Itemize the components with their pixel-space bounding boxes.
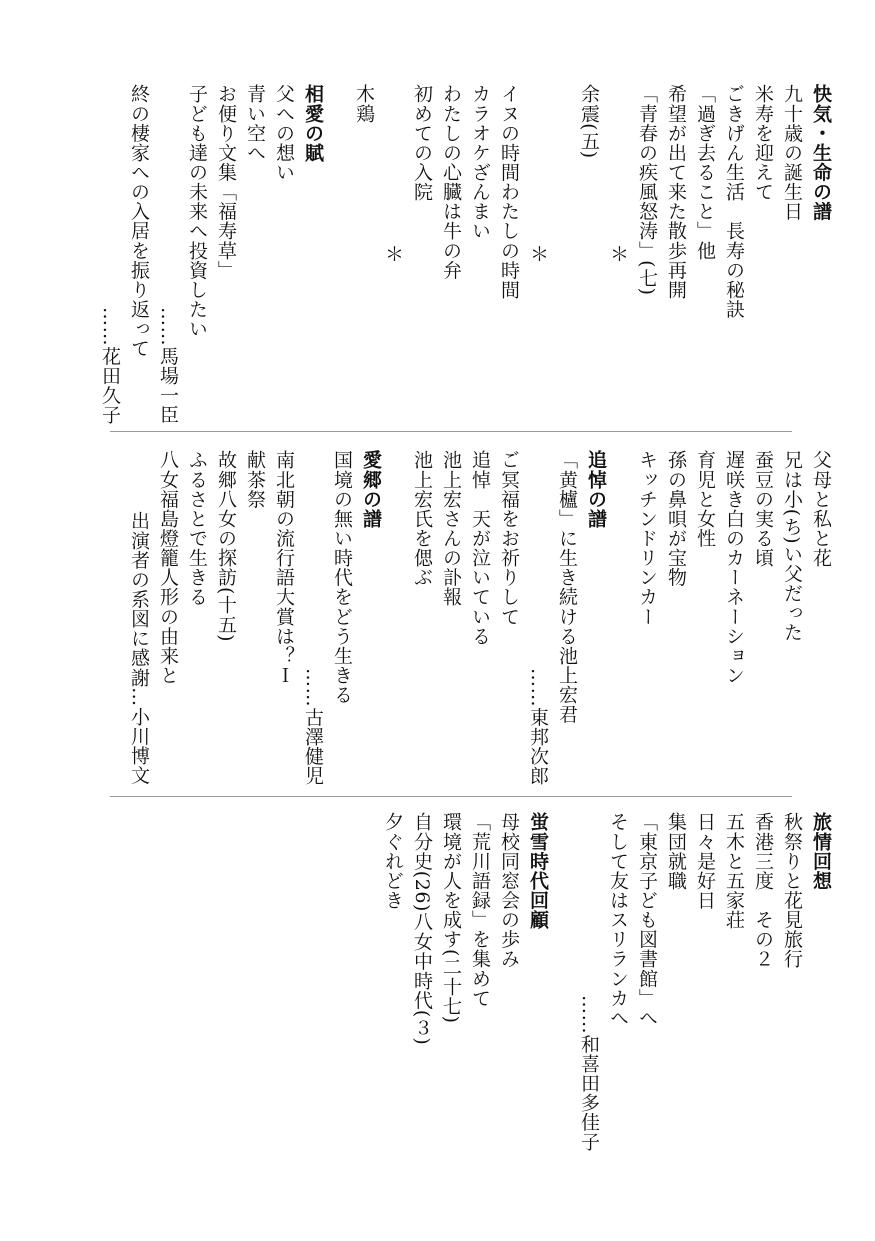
column-gap: [552, 812, 574, 1152]
toc-author-line: ……花田久子: [99, 306, 121, 424]
band-divider: [110, 431, 792, 432]
asterisk-divider: ＊: [382, 244, 404, 264]
entry-title: 父への想い: [273, 84, 295, 182]
column-gap: [385, 450, 407, 785]
toc-author-line: 出演者の系図に感謝…小川博文: [128, 511, 150, 785]
toc-entry: [436, 450, 465, 785]
entry-title: 希望が出て来た散歩再開: [665, 84, 687, 300]
toc-title-line: 子ども達の未来へ投資したい: [186, 84, 208, 339]
entry-title: 孫の鼻唄が宝物: [665, 450, 687, 587]
entry-title: 追悼 天が泣いている: [469, 450, 491, 646]
entry-title: 青い空へ: [244, 84, 266, 163]
entry-title: 九十歳の誕生日: [781, 84, 803, 221]
toc-entry: [748, 84, 777, 424]
entry-title: 環境が人を成す(二十七): [440, 812, 462, 1024]
entry-title: 蚕豆の実る頃: [752, 450, 774, 568]
toc-entry: [806, 450, 835, 785]
column-gap: [327, 84, 349, 424]
toc-entry: [240, 84, 269, 424]
toc-author-line: ……古澤健児: [302, 667, 324, 785]
toc-title-line: 「黄櫨」に生き続ける池上宏君: [556, 450, 578, 724]
toc-entry: [777, 450, 806, 785]
toc-entry: [690, 450, 719, 785]
toc-entry: [719, 812, 748, 1152]
section-heading: 旅情回想: [810, 812, 832, 891]
toc-entry: [465, 450, 494, 785]
toc-entry: [269, 450, 298, 785]
toc-entry: [719, 450, 748, 785]
toc-entry: [777, 84, 806, 424]
toc-entry: [661, 450, 690, 785]
entry-title: 香港三度 その２: [752, 812, 774, 969]
toc-entry: [211, 450, 240, 785]
toc-title-line: そして友はスリランカへ: [607, 812, 629, 1028]
entry-title: 父母と私と花: [810, 450, 832, 568]
toc-band-2: [40, 450, 835, 785]
toc-entry: [632, 84, 661, 424]
toc-entry: [349, 84, 378, 424]
toc-entry: [436, 84, 465, 424]
toc-entry: [748, 812, 777, 1152]
entry-title: ごきげん生活 長寿の秘訣: [723, 84, 745, 319]
toc-entry: [240, 450, 269, 785]
entry-title: 「東京子ども図書館」へ: [636, 812, 658, 1028]
toc-entry: [632, 450, 661, 785]
toc-entry: [465, 812, 494, 1152]
entry-title: 秋祭りと花見旅行: [781, 812, 803, 969]
toc-entry: [211, 84, 240, 424]
toc-title-line: 終の棲家への入居を振り返って: [128, 84, 150, 358]
section-heading: 相愛の賦: [302, 84, 324, 163]
toc-entry: [777, 812, 806, 1152]
toc-entry: [494, 450, 523, 785]
section-heading: 快気・生命の譜: [810, 84, 832, 221]
toc-entry: [690, 84, 719, 424]
section-heading: 追悼の譜: [585, 450, 607, 529]
toc-title-line: 八女福島燈籠人形の由来と: [157, 450, 179, 685]
entry-title: わたしの心臓は牛の弁: [440, 84, 462, 280]
entry-title: 池上宏さんの訃報: [440, 450, 462, 607]
toc-entry: [661, 812, 690, 1152]
toc-author-line: ……東邦次郎: [527, 667, 549, 785]
section-heading: 愛郷の譜: [360, 450, 382, 529]
entry-title: 「荒川語録」を集めて: [469, 812, 491, 1008]
toc-entry: [748, 450, 777, 785]
entry-title: カラオケざんまい: [469, 84, 491, 241]
entry-title: 米寿を迎えて: [752, 84, 774, 202]
toc-band-3: [40, 812, 835, 1152]
entry-title: 遅咲き白のカーネーション: [723, 450, 745, 685]
entry-title: 「過ぎ去ること」他: [694, 84, 716, 261]
entry-title: 夕ぐれどき: [382, 812, 404, 910]
toc-entry: [407, 812, 436, 1152]
entry-title: 木鶏: [353, 84, 375, 124]
entry-title: 兄は小(ち)い父だった: [781, 450, 803, 643]
entry-title: 集団就職: [665, 812, 687, 891]
entry-title: イヌの時間わたしの時間: [498, 84, 520, 300]
entry-title: 池上宏氏を偲ぶ: [411, 450, 433, 587]
column-gap: [610, 450, 632, 785]
entry-title: 献茶祭: [244, 450, 266, 509]
toc-entry: [436, 812, 465, 1152]
entry-title: お便り文集「福寿草」: [215, 84, 237, 280]
entry-title: 南北朝の流行語大賞は？Ｉ: [273, 450, 295, 685]
entry-title: ふるさとで生きる: [186, 450, 208, 607]
entry-title: ご冥福をお祈りして: [498, 450, 520, 627]
toc-band-1: [40, 84, 835, 424]
entry-title: 母校同窓会の歩み: [498, 812, 520, 969]
toc-entry: [494, 812, 523, 1152]
toc-entry: [719, 84, 748, 424]
toc-entry: [269, 84, 298, 424]
entry-title: 五木と五家荘: [723, 812, 745, 930]
toc-entry: [465, 84, 494, 424]
toc-entry: [182, 450, 211, 785]
entry-title: 余震(五): [578, 84, 600, 159]
toc-entry: [574, 84, 603, 424]
toc-entry: [407, 450, 436, 785]
entry-title: キッチンドリンカー: [636, 450, 658, 627]
band-divider: [110, 796, 792, 797]
toc-entry: [378, 812, 407, 1152]
column-gap: [552, 84, 574, 424]
toc-author-line: ……和喜田多佳子: [578, 995, 600, 1152]
toc-entry: [494, 84, 523, 424]
toc-entry: [661, 84, 690, 424]
entry-title: 日々是好日: [694, 812, 716, 910]
asterisk-divider: ＊: [607, 244, 629, 264]
toc-entry: [407, 84, 436, 424]
entry-title: 故郷八女の探訪(十五): [215, 450, 237, 643]
section-heading: 蛍雪時代回顧: [527, 812, 549, 930]
entry-title: 育児と女性: [694, 450, 716, 548]
toc-entry: [632, 812, 661, 1152]
entry-title: 「青春の疾風怒涛」(七): [636, 84, 658, 296]
entry-title: 自分史(26)八女中時代(３): [411, 812, 433, 1046]
toc-entry: [690, 812, 719, 1152]
toc-title-line: 国境の無い時代をどう生きる: [331, 450, 353, 705]
toc-author-line: ……馬場一臣: [157, 306, 179, 424]
asterisk-divider: ＊: [527, 244, 549, 264]
entry-title: 初めての入院: [411, 84, 433, 202]
